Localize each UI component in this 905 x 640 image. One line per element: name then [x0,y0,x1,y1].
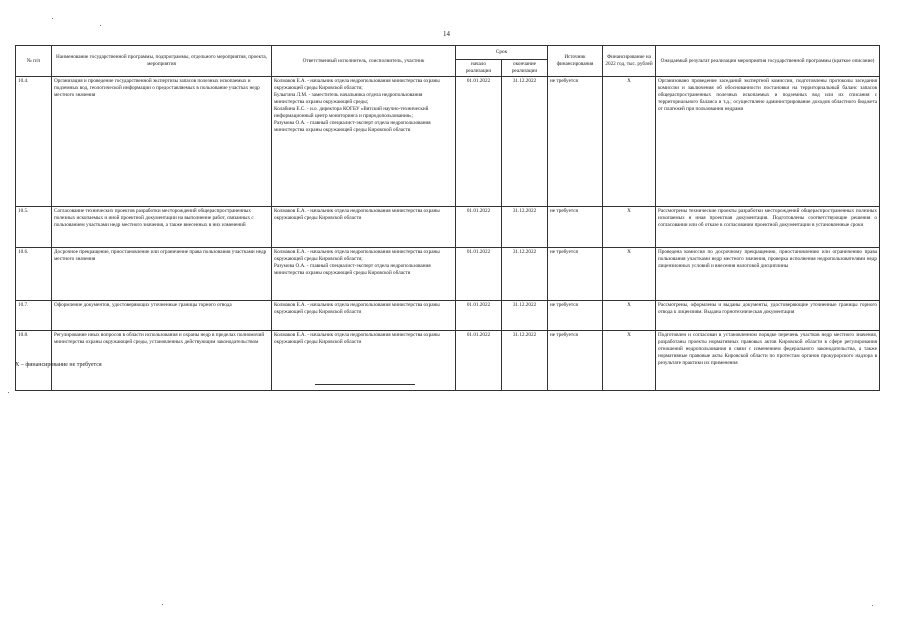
row-name: Досрочное прекращение, приостановление или ограничение права пользования участками недр местного значения [52,248,272,301]
row-result: Проведена комиссия по досрочному прекращению, приостановлению или ограничению права пользования участками недр местного значения, проверка исполнения недропользователями недр лицензионных условий и внесения налоговой дисциплины [656,248,880,301]
header-executor: Ответственный исполнитель, соисполнитель, участник [272,46,456,77]
row-num: 10.4. [16,77,52,207]
row-num: 10.5. [16,207,52,248]
header-funding: Финансирование на 2022 год, тыс. рублей [603,46,656,77]
table-row [16,331,880,391]
row-start: 01.01.2022 [456,248,502,301]
row-executor: Колмаков Е.А. - начальник отдела недропользования министерства охраны окружающей среды Кировской области; Разумова О.А. - главный специалист-эксперт отдела недропользования министерства охраны окружающей среды Кировской области [272,248,456,301]
header-term-end: окончание реализации [502,60,548,77]
row-executor: Колмаков Е.А. - начальник отдела недропользования министерства охраны окружающей среды Кировской области [272,301,456,331]
table-row [16,207,880,248]
row-name: Организация и проведение государственной экспертизы запасов полезных ископаемых и подземных вод, геологической информации о предоставляемых в пользование участках недр местного значения [52,77,272,207]
row-executor: Колмаков Е.А. - начальник отдела недропользования министерства охраны окружающей среды Кировской области; Булыгина Л.М. - заместитель начальника отдела недропользования министерства охраны окружающей среды; Колабина Е.С. - и.о. директора КОГБУ «Вятский научно-технический информационный центр мониторинга и природопользования»; Разумова О.А. - главный специалист-эксперт отдела недропользования министерства охраны окружающей среды Кировской области [272,77,456,207]
row-executor: Колмаков Е.А. - начальник отдела недропользования министерства охраны окружающей среды Кировской области [272,331,456,391]
row-end: 31.12.2022 [502,248,548,301]
row-source: не требуется [548,77,603,207]
header-result: Ожидаемый результат реализации мероприятия государственной программы (краткое описание) [656,46,880,77]
scan-speck [8,392,9,393]
row-funding: X [603,207,656,248]
row-end: 31.12.2022 [502,331,548,391]
row-result: Организовано проведение заседаний экспертной комиссии, подготовлены протоколы заседания комиссии и заключения об обоснованности постановки на территориальный баланс запасов общераспространенных полезных ископаемых и подземных вод или их списания с территориального баланса и т.д.; осуществлено администрирование доходов областного бюджета от платежей при пользовании недрами [656,77,880,207]
row-funding: X [603,248,656,301]
row-funding: X [603,301,656,331]
row-start: 01.01.2022 [456,301,502,331]
header-num: № п/п [16,46,52,77]
scan-speck [162,604,163,605]
row-funding: X [603,77,656,207]
row-result: Рассмотрены технические проекты разработки месторождений общераспространенных полезных ископаемых и иная проектная документация. Подготовлены соответствующие решения о согласовании или об отказе в согласовании проектной документации в установленные сроки [656,207,880,248]
row-num: 10.6. [16,248,52,301]
header-term-start: начало реализации [456,60,502,77]
row-name: Регулирование иных вопросов в области использования и охраны недр в пределах полномочий министерства охраны окружающей среды, установленных действующим законодательством [52,331,272,391]
end-separator-line [315,384,415,385]
row-source: не требуется [548,207,603,248]
table-row [16,248,880,301]
row-num: 10.8. [16,331,52,391]
row-start: 01.01.2022 [456,77,502,207]
page-number: 14 [443,30,450,38]
row-funding: X [603,331,656,391]
row-start: 01.01.2022 [456,207,502,248]
row-executor: Колмаков Е.А. - начальник отдела недропользования министерства охраны окружающей среды Кировской области [272,207,456,248]
row-source: не требуется [548,248,603,301]
row-end: 31.12.2022 [502,77,548,207]
table-row [16,301,880,331]
row-result: Подготовлен и согласован в установленном порядке перечень участков недр местного значения, разработаны проекты нормативных правовых актов Кировской области в сфере регулирования отношений недропользования в связи с изменением федерального законодательства, а также нормативные правовые акты Кировской области по протестам органов прокурорского надзора в результате практики их применения [656,331,880,391]
header-name: Наименование государственной программы, подпрограммы, отдельного мероприятия, проекта, мероприятия [52,46,272,77]
row-num: 10.7. [16,301,52,331]
row-result: Рассмотрены, оформлены и выданы документы, удостоверяющие уточненные границы горного отвода к лицензиям. Выдана горнотехническая документация [656,301,880,331]
program-table [15,45,880,391]
header-term: Срок [456,46,548,60]
row-name: Согласование технических проектов разработки месторождений общераспространенных полезных ископаемых и иной проектной документации на выполнение работ, связанных с пользованием участками недр местного значения, а также внесенных в них изменений [52,207,272,248]
table-row [16,77,880,207]
row-start: 01.01.2022 [456,331,502,391]
row-source: не требуется [548,331,603,391]
row-name: Оформление документов, удостоверяющих уточненные границы горного отвода [52,301,272,331]
row-end: 31.12.2022 [502,301,548,331]
footnote: X – финансирование не требуется [15,362,102,368]
scan-speck [872,605,873,606]
scan-speck [52,18,53,19]
header-sources: Источник финансирования [548,46,603,77]
scan-speck [100,25,101,26]
row-end: 31.12.2022 [502,207,548,248]
row-source: не требуется [548,301,603,331]
